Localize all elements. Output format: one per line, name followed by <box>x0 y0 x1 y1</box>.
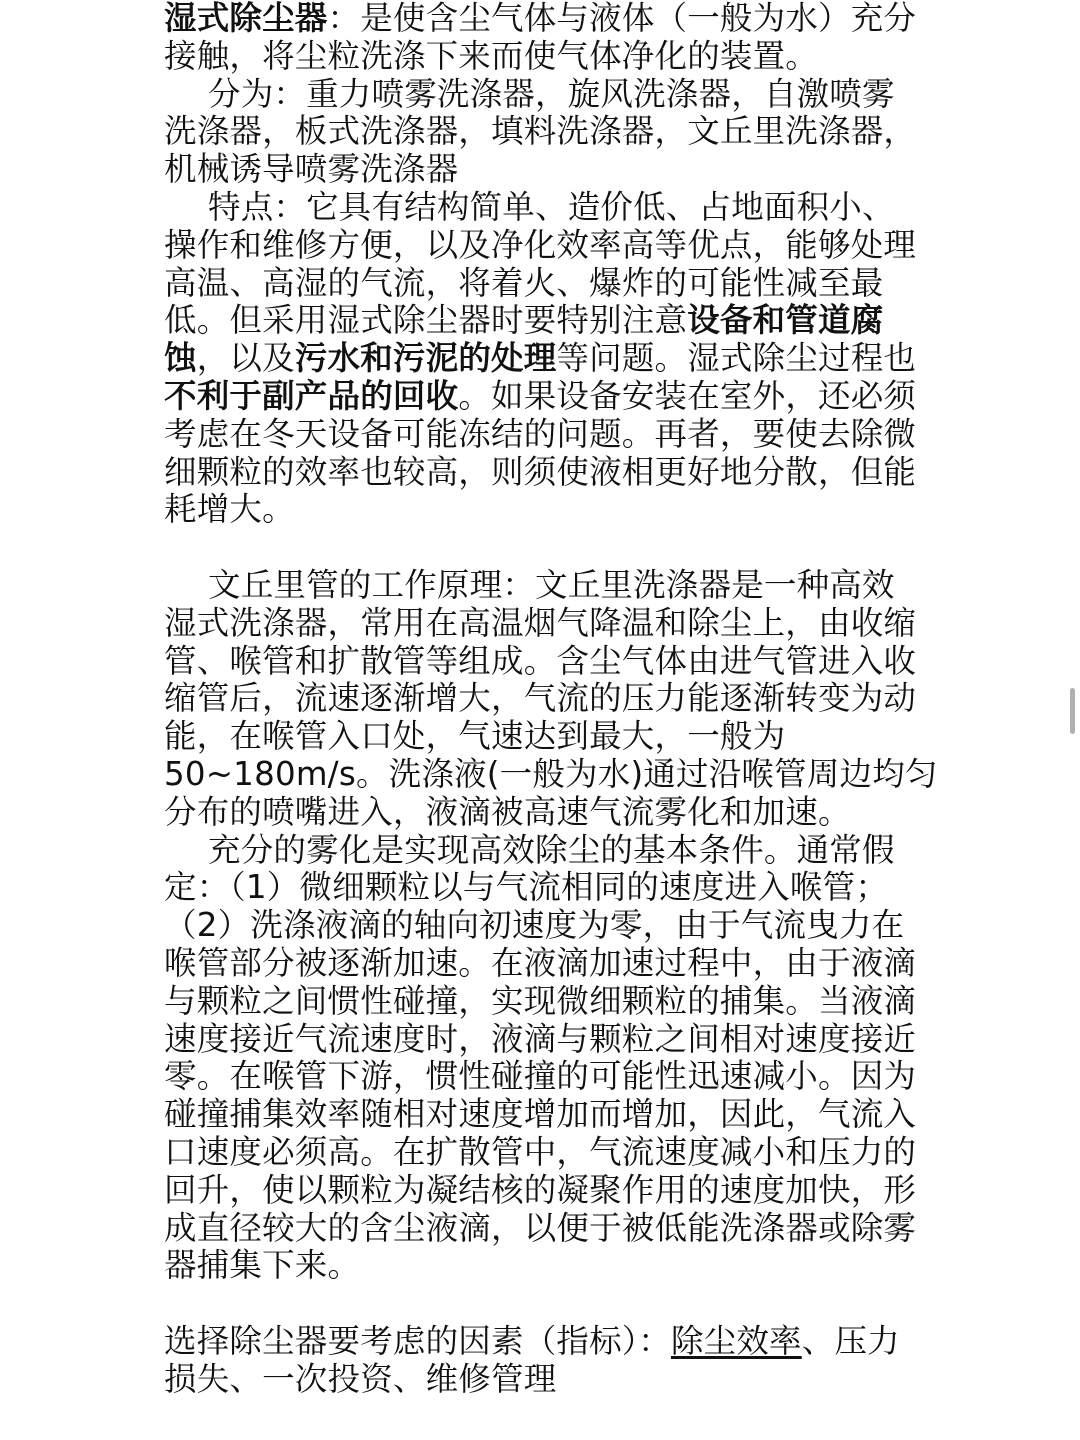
text-line: 高温、高湿的气流，将着火、爆炸的可能性减至最 <box>164 263 884 302</box>
text-line: 机械诱导喷雾洗涤器 <box>164 150 459 189</box>
text-line: 喉管部分被逐渐加速。在液滴加速过程中，由于液滴 <box>164 943 917 982</box>
text-line: （2）洗涤液滴的轴向初速度为零，由于气流曳力在 <box>164 906 905 945</box>
underlined-dust-efficiency: 除尘效率 <box>670 1321 802 1360</box>
paragraph-gap <box>164 1285 916 1323</box>
text-line: 成直径较大的含尘液滴，以便于被低能洗涤器或除雾 <box>164 1208 917 1247</box>
text-line: 分布的喷嘴进入，液滴被高速气流雾化和加速。 <box>164 792 851 831</box>
text-line: 损失、一次投资、维修管理 <box>164 1359 557 1398</box>
text-line: 接触，将尘粒洗涤下来而使气体净化的装置。 <box>164 36 819 75</box>
paragraph-types: 分为：重力喷雾洗涤器，旋风洗涤器，自激喷雾 <box>208 74 895 113</box>
text-line: 50~180m/s。洗涤液(一般为水)通过沿喉管周边均匀 <box>164 754 938 793</box>
text-line: 蚀，以及污水和污泥的处理等问题。湿式除尘过程也 <box>164 339 917 378</box>
text-line: 缩管后，流速逐渐增大，气流的压力能逐渐转变为动 <box>164 679 917 718</box>
emphasis-corrosion: 设备和管道腐 <box>687 301 884 340</box>
paragraph-atomization: 充分的雾化是实现高效除尘的基本条件。通常假 <box>208 830 895 869</box>
text-line: 湿式除尘器：是使含尘气体与液体（一般为水）充分 <box>164 0 917 37</box>
text-line: 回升，使以颗粒为凝结核的凝聚作用的速度加快，形 <box>164 1170 917 1209</box>
text-line: 细颗粒的效率也较高，则须使液相更好地分散，但能 <box>164 452 917 491</box>
paragraph-features: 特点：它具有结构简单、造价低、占地面积小、 <box>208 187 895 226</box>
text-line: 口速度必须高。在扩散管中，气流速度减小和压力的 <box>164 1132 917 1171</box>
text-line: 不利于副产品的回收。如果设备安装在室外，还必须 <box>164 376 917 415</box>
paragraph-gap <box>164 529 916 567</box>
scrollbar-thumb[interactable] <box>1070 688 1075 734</box>
text-line: 管、喉管和扩散管等组成。含尘气体由进气管进入收 <box>164 641 917 680</box>
text-line: 定：（1）微细颗粒以与气流相同的速度进入喉管； <box>164 868 889 907</box>
term-wet-dust-collector: 湿式除尘器 <box>164 0 328 37</box>
text-line: 耗增大。 <box>164 490 295 529</box>
emphasis-sewage: 污水和污泥的处理 <box>294 339 557 378</box>
text-line: 低。但采用湿式除尘器时要特别注意设备和管道腐 <box>164 301 884 340</box>
text-line: 碰撞捕集效率随相对速度增加而增加，因此，气流入 <box>164 1095 917 1134</box>
text-line: 与颗粒之间惯性碰撞，实现微细颗粒的捕集。当液滴 <box>164 981 917 1020</box>
text-line: 考虑在冬天设备可能冻结的问题。再者，要使去除微 <box>164 414 917 453</box>
text-line: 速度接近气流速度时，液滴与颗粒之间相对速度接近 <box>164 1019 917 1058</box>
paragraph-venturi: 文丘里管的工作原理：文丘里洗涤器是一种高效 <box>208 565 895 604</box>
text-line: 湿式洗涤器，常用在高温烟气降温和除尘上，由收缩 <box>164 603 917 642</box>
text-line: 操作和维修方便，以及净化效率高等优点，能够处理 <box>164 225 917 264</box>
emphasis-byproduct: 不利于副产品的回收 <box>164 376 459 415</box>
text-line: 洗涤器，板式洗涤器，填料洗涤器，文丘里洗涤器， <box>164 112 917 151</box>
text-line: 能，在喉管入口处，气速达到最大，一般为 <box>164 717 786 756</box>
document-page <box>164 0 938 1398</box>
text-line: 器捕集下来。 <box>164 1246 361 1285</box>
paragraph-selection: 选择除尘器要考虑的因素（指标）：除尘效率、压力 <box>164 1321 900 1360</box>
text-line: 零。在喉管下游，惯性碰撞的可能性迅速减小。因为 <box>164 1057 917 1096</box>
